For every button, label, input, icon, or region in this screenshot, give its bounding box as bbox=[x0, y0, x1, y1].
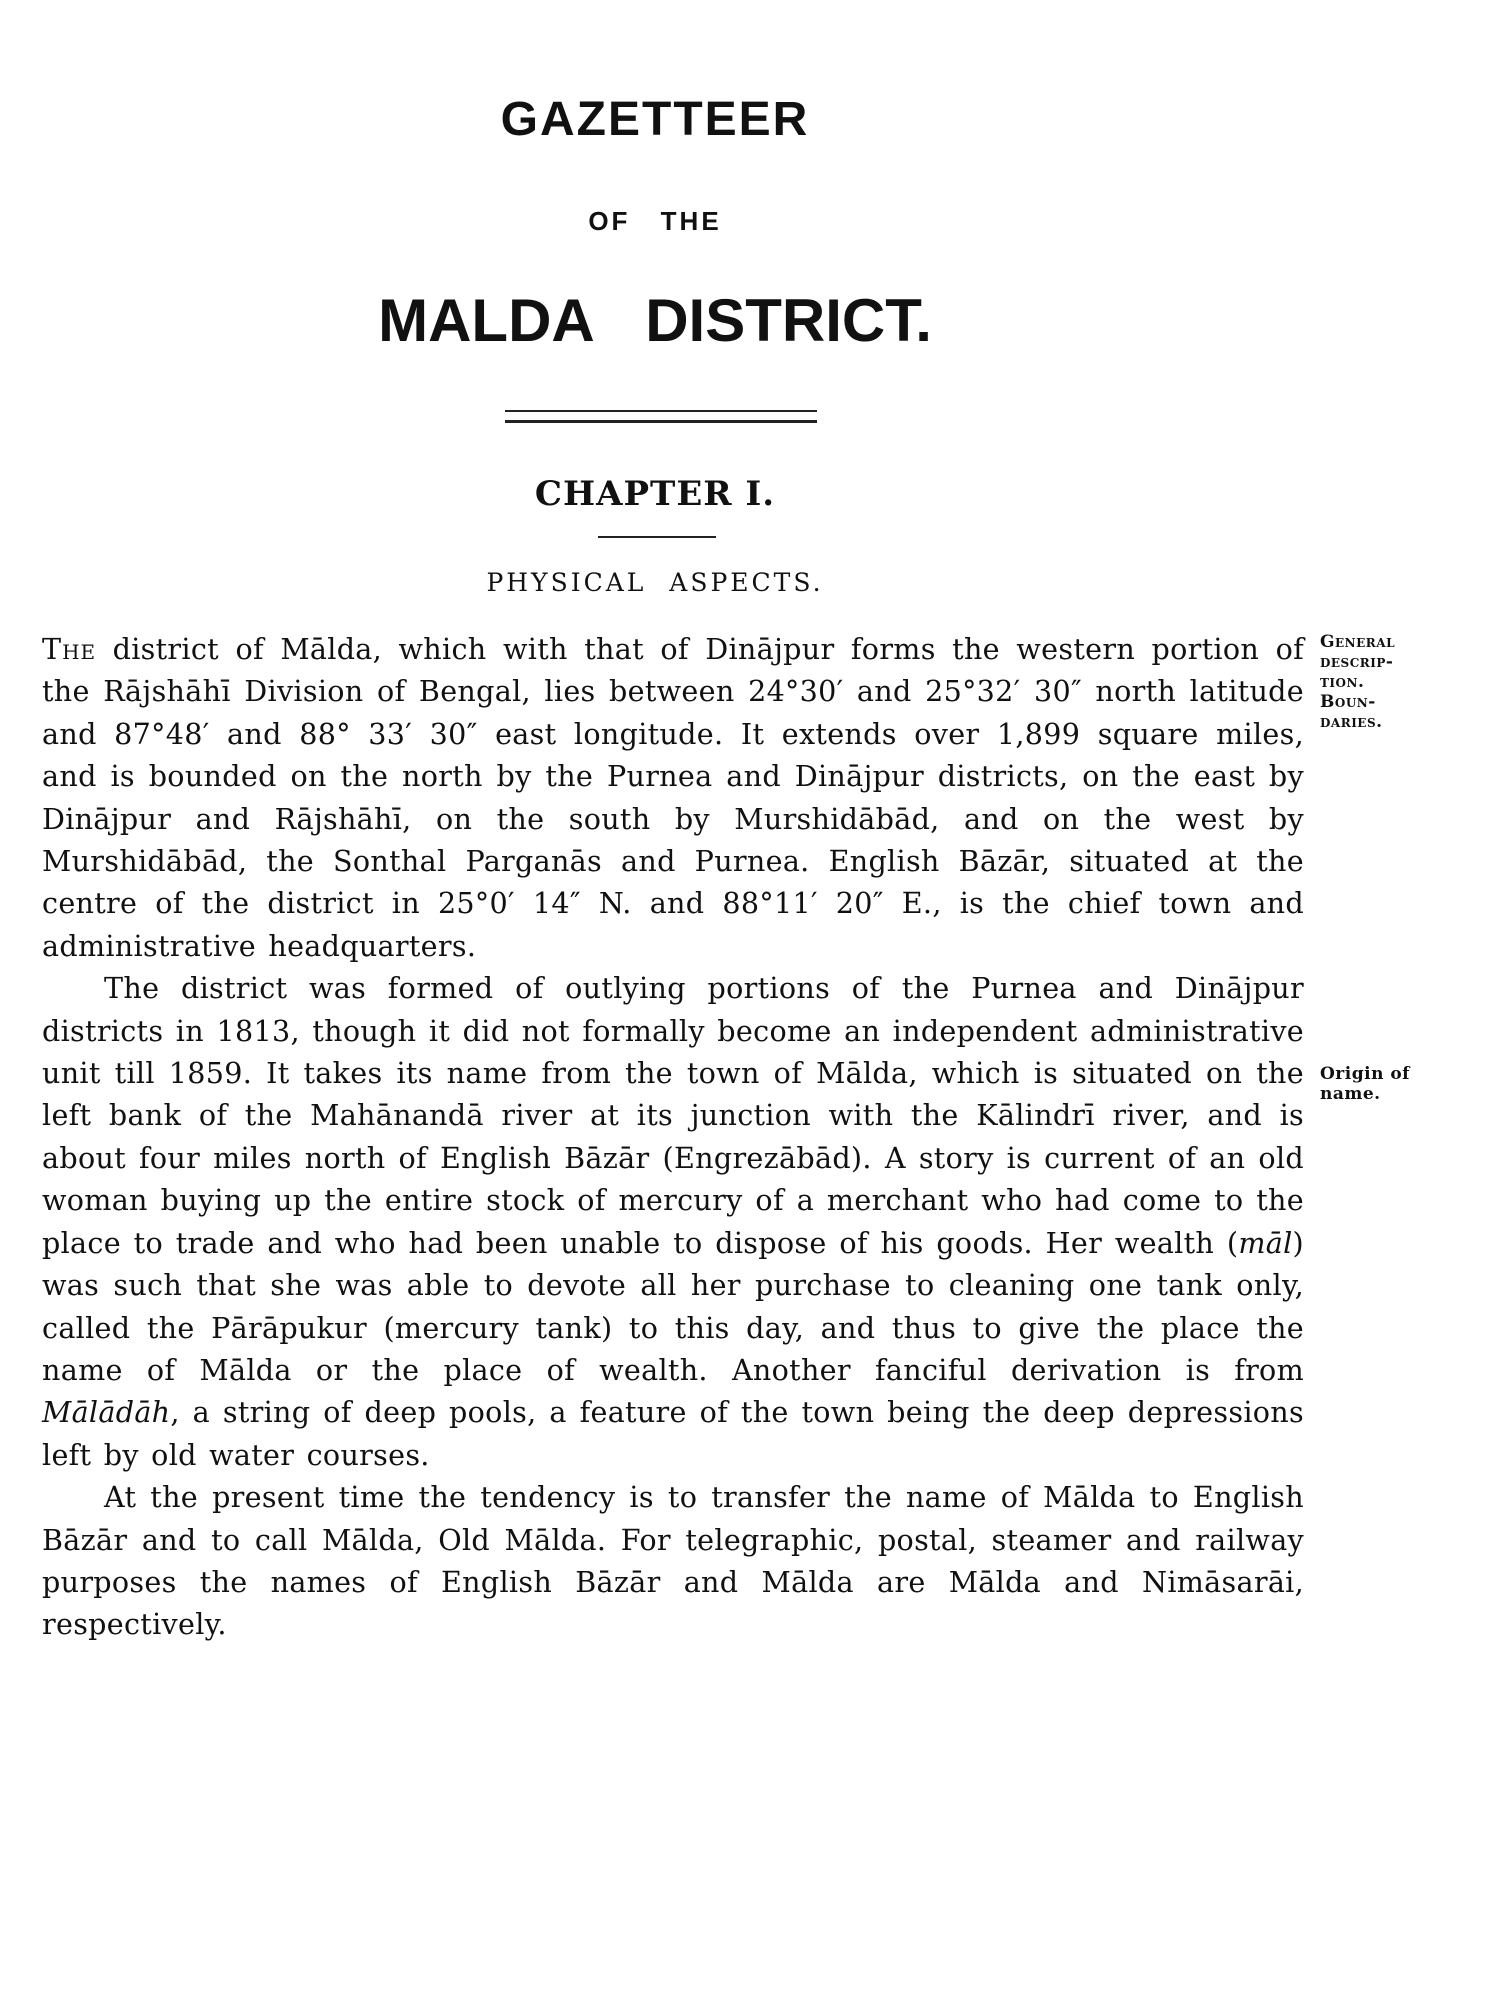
paragraph-text: ) was such that she was able to devote all her purchase to cleaning one tank only, called the Pārāpukur (mercury tank) to this day, and thus to give the place the name of Mālda or the place of wealth. Another fanciful derivation is from bbox=[42, 1225, 1304, 1387]
margin-note-general-description bbox=[1320, 632, 1492, 732]
margin-note-origin-of-name bbox=[1320, 1064, 1492, 1104]
margin-note-line: name. bbox=[1320, 1084, 1381, 1104]
paragraph-text: district of Mālda, which with that of Dinājpur forms the western portion of the Rājshāhī Division of Bengal, lies between 24°30′ and 25°32′ 30″ north latitude and 87°48′ and 88° 33′ 30″ east longitude. It extends over 1,899 square miles, and is bounded on the north by the Purnea and Dinājpur districts, on the east by Dinājpur and Rājshāhī, on the south by Murshidābād, and on the west by Murshidābād, the Sonthal Parganās and Purnea. English Bāzār, situated at the centre of the district in 25°0′ 14″ N. and 88°11′ 20″ E., is the chief town and administrative headquarters. bbox=[42, 632, 1304, 963]
district-title: MALDA DISTRICT. bbox=[378, 287, 932, 354]
gazetteer-title: GAZETTEER bbox=[500, 93, 810, 146]
margin-note-line: Origin of bbox=[1320, 1064, 1410, 1084]
italic-term-mal: māl bbox=[1238, 1225, 1293, 1260]
margin-note-line: Boun- bbox=[1320, 692, 1376, 712]
margin-note-line: descrip- bbox=[1320, 652, 1394, 672]
italic-term-maladah: Mālādāh bbox=[42, 1395, 171, 1430]
chapter-rule-divider bbox=[598, 536, 716, 538]
paragraph-text: The district was formed of outlying portions of the Purnea and Dinājpur districts in 1813, though it did not formally become an independent administrative unit till 1859. It takes its name from the town of Mālda, which is situated on the left bank of the Mahānandā river at its junction with the Kālindrī river, and is about four miles north of English Bāzār (Engrezābād). A story is current of an old woman buying up the entire stock of mercury of a merchant who had come to the place to trade and who had been unable to dispose of his goods. Her wealth ( bbox=[42, 971, 1304, 1260]
paragraph-lead-word: The bbox=[42, 632, 97, 666]
margin-note-line: daries. bbox=[1320, 712, 1383, 732]
chapter-heading: CHAPTER I. bbox=[534, 474, 776, 514]
paragraph-origin-of-name bbox=[42, 967, 1304, 1476]
double-rule-divider bbox=[505, 410, 817, 423]
paragraph-text: , a string of deep pools, a feature of the town being the deep depressions left by old water courses. bbox=[42, 1395, 1304, 1472]
paragraph-general-description bbox=[42, 628, 1304, 967]
section-heading: PHYSICAL ASPECTS. bbox=[486, 568, 824, 597]
margin-note-line: General bbox=[1320, 632, 1396, 652]
margin-note-line: tion. bbox=[1320, 672, 1365, 692]
paragraph-present-name: At the present time the tendency is to transfer the name of Mālda to English Bāzār and to call Mālda, Old Mālda. For telegraphic, postal, steamer and railway purposes the names of English Bāzār and Mālda are Mālda and Nimāsarāi, respectively. bbox=[42, 1480, 1304, 1642]
body-text bbox=[42, 628, 1304, 1646]
title-of-the: OF THE bbox=[588, 206, 722, 236]
